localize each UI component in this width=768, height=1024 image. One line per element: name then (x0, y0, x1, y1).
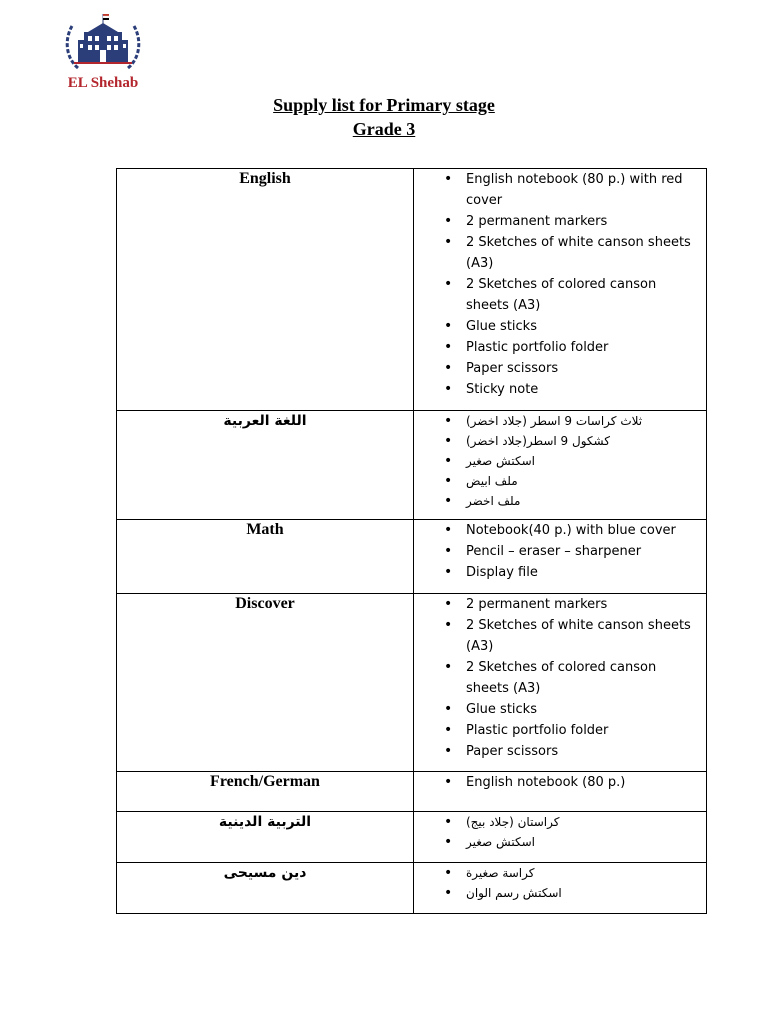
subject-name: Discover (117, 594, 414, 772)
subject-name: دين مسيحى (117, 863, 414, 914)
list-item: • Paper scissors (414, 358, 696, 379)
list-item-text: ثلاث كراسات 9 اسطر (جلاد اخضر) (466, 414, 643, 428)
list-item: • Display file (414, 562, 696, 583)
school-building-icon (58, 10, 148, 76)
list-item: • Glue sticks (414, 699, 696, 720)
list-item-text: كشكول 9 اسطر(جلاد اخضر) (466, 434, 610, 448)
list-item (414, 431, 696, 451)
list-item (414, 883, 696, 903)
supply-list (414, 812, 706, 852)
supply-cell (414, 772, 707, 812)
supply-cell (414, 520, 707, 594)
table-row (117, 520, 707, 594)
list-item: • 2 Sketches of white canson sheets (A3) (414, 232, 696, 274)
subject-name: English (117, 169, 414, 411)
list-item (414, 451, 696, 471)
list-item (414, 411, 696, 431)
subject-name: Math (117, 520, 414, 594)
table-row (117, 594, 707, 772)
list-item-text: كراستان (جلاد بيج) (466, 815, 560, 829)
list-item: • Glue sticks (414, 316, 696, 337)
supply-cell (414, 812, 707, 863)
list-item (414, 863, 696, 883)
list-item: • 2 permanent markers (414, 594, 696, 615)
subject-name: اللغة العربية (117, 411, 414, 520)
subject-name: التربية الدينية (117, 812, 414, 863)
table-row (117, 812, 707, 863)
school-logo (58, 10, 148, 94)
list-item: • Notebook(40 p.) with blue cover (414, 520, 696, 541)
supply-list (414, 411, 706, 511)
list-item: • Sticky note (414, 379, 696, 400)
supply-table (116, 168, 707, 914)
school-name: EL Shehab (67, 75, 139, 91)
list-item: • 2 Sketches of white canson sheets (A3) (414, 615, 696, 657)
page-subtitle: Grade 3 (352, 119, 416, 139)
list-item: • Plastic portfolio folder (414, 720, 696, 741)
subject-name: French/German (117, 772, 414, 812)
list-item (414, 471, 696, 491)
table-row (117, 863, 707, 914)
list-item: • 2 permanent markers (414, 211, 696, 232)
list-item: • Paper scissors (414, 741, 696, 762)
list-item: • 2 Sketches of colored canson sheets (A3) (414, 657, 696, 699)
list-item (414, 812, 696, 832)
table-row (117, 772, 707, 812)
supply-list (414, 520, 706, 583)
supply-list (414, 169, 706, 400)
list-item (414, 491, 696, 511)
list-item-text: اسكتش صغير (466, 835, 535, 849)
supply-list (414, 772, 706, 793)
list-item-text: اسكتش رسم الوان (466, 886, 562, 900)
list-item: • Plastic portfolio folder (414, 337, 696, 358)
list-item-text: ملف اخضر (466, 494, 521, 508)
list-item-text: اسكتش صغير (466, 454, 535, 468)
supply-list (414, 863, 706, 903)
supply-cell (414, 411, 707, 520)
table-row (117, 169, 707, 411)
list-item (414, 832, 696, 852)
list-item: • Pencil – eraser – sharpener (414, 541, 696, 562)
supply-cell (414, 863, 707, 914)
supply-cell (414, 594, 707, 772)
list-item: • 2 Sketches of colored canson sheets (A3) (414, 274, 696, 316)
supply-cell (414, 169, 707, 411)
list-item: • English notebook (80 p.) with red cover (414, 169, 696, 211)
list-item-text: ملف ابيض (466, 474, 518, 488)
supply-list (414, 594, 706, 762)
list-item-text: كراسة صغيرة (466, 866, 535, 880)
table-row (117, 411, 707, 520)
list-item: • English notebook (80 p.) (414, 772, 696, 793)
page-title: Supply list for Primary stage (273, 95, 495, 115)
